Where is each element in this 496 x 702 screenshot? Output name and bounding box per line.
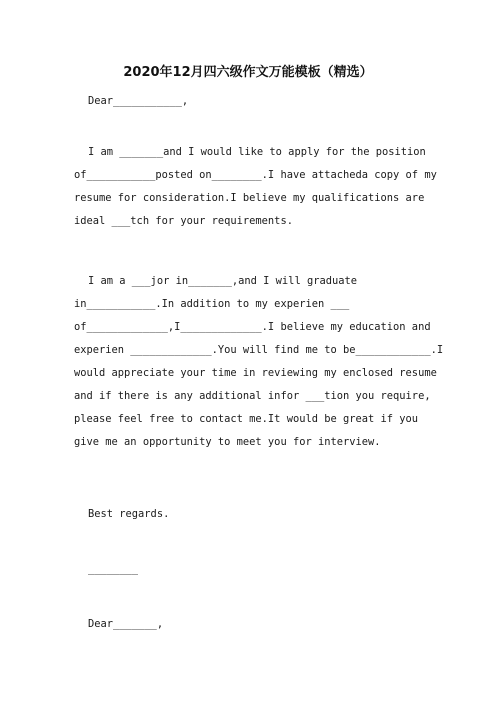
paragraph-2-line: experien _____________.You will find me to be____________.I — [74, 344, 444, 356]
paragraph-1-line: ideal ___tch for your requirements. — [74, 215, 293, 227]
paragraph-1-line: resume for consideration.I believe my qualifications are — [74, 192, 425, 204]
paragraph-1-line: I am _______and I would like to apply for the position — [88, 146, 426, 158]
salutation: Dear___________, — [88, 95, 189, 107]
paragraph-2-line: I am a ___jor in_______,and I will graduate — [88, 275, 357, 287]
document-title: 2020年12月四六级作文万能模板（精选） — [123, 65, 373, 80]
salutation-2: Dear_______, — [88, 618, 164, 630]
paragraph-2 — [74, 270, 444, 454]
paragraph-2-line: give me an opportunity to meet you for interview. — [74, 436, 381, 448]
paragraph-1 — [74, 141, 437, 233]
paragraph-1-line: of___________posted on________.I have attacheda copy of my — [74, 169, 437, 181]
closing: Best regards. — [88, 508, 170, 520]
paragraph-2-line: would appreciate your time in reviewing my enclosed resume — [74, 367, 437, 379]
paragraph-2-line: please feel free to contact me.It would be great if you — [74, 413, 419, 425]
paragraph-2-line: and if there is any additional infor ___tion you require, — [74, 390, 431, 402]
signature-line: ________ — [88, 563, 139, 575]
paragraph-2-line: of_____________,I_____________.I believe my education and — [74, 321, 431, 333]
paragraph-2-line: in___________.In addition to my experien ___ — [74, 298, 350, 310]
